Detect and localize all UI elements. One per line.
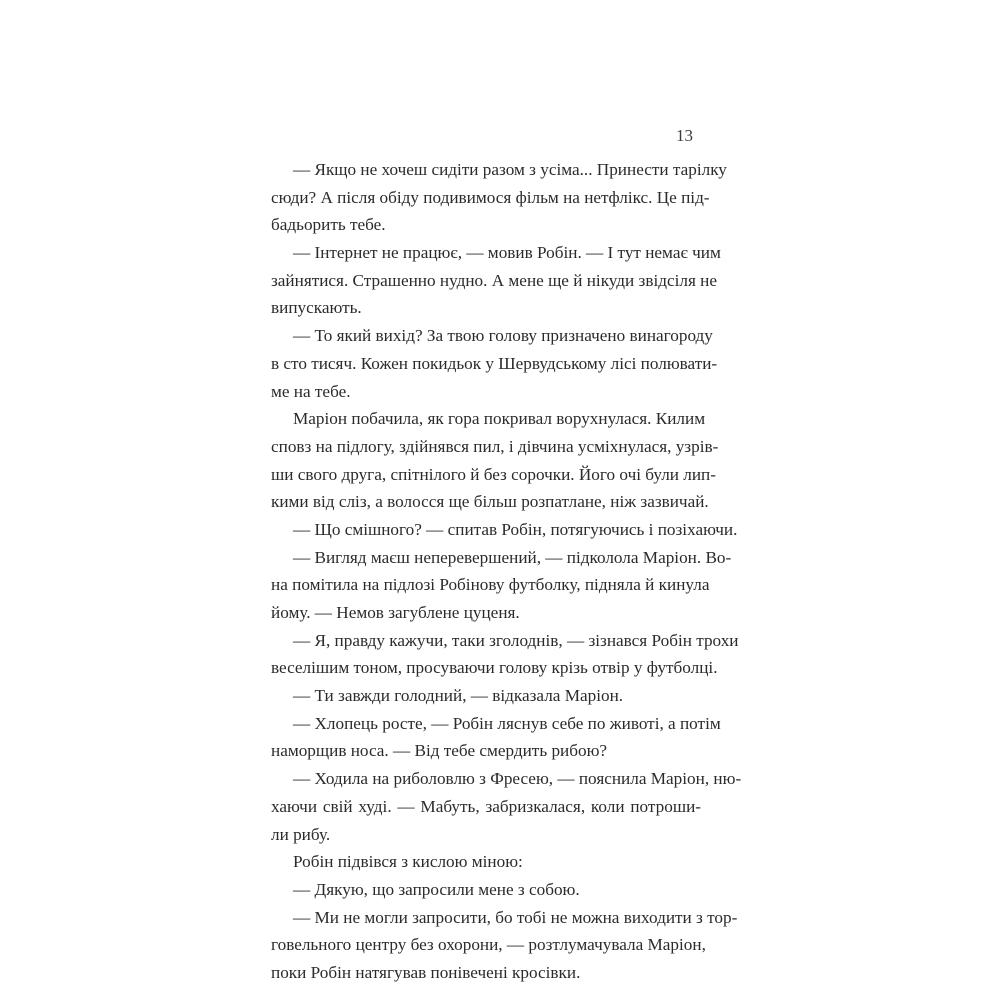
text-line: на помітила на підлозі Робінову футболку, підняла й кинула xyxy=(271,575,710,595)
body-text xyxy=(271,156,742,987)
text-line: Робін підвівся з кислою міною: xyxy=(293,852,523,872)
text-line: — Хлопець росте, — Робін ляснув себе по животі, а потім xyxy=(293,713,721,733)
text-line: — Ходила на риболовлю з Фресею, — пояснила Маріон, ню- xyxy=(293,769,742,789)
text-line: — Я, правду кажучи, таки зголоднів, — зізнався Робін трохи xyxy=(293,630,739,650)
text-line: — Інтернет не працює, — мовив Робін. — І тут немає чим xyxy=(293,243,721,263)
text-line: — То який вихід? За твою голову призначено винагороду xyxy=(293,326,713,346)
page-number: 13 xyxy=(676,126,693,145)
text-line: зайнятися. Страшенно нудно. А мене ще й нікуди звідсіля не xyxy=(271,270,717,290)
text-line: — Якщо не хочеш сидіти разом з усіма... Принести тарілку xyxy=(293,160,727,179)
text-line: — Вигляд маєш неперевершений, — підколола Маріон. Во- xyxy=(293,547,732,567)
text-line: — Ми не могли запросити, бо тобі не можна виходити з тор- xyxy=(293,907,738,927)
text-line: випускають. xyxy=(271,298,362,318)
text-line: — Дякую, що запросили мене з собою. xyxy=(293,879,580,899)
text-line: — Що смішного? — спитав Робін, потягуючись і позіхаючи. xyxy=(293,519,738,539)
text-line: кими від сліз, а волосся ще більш розпатлане, ніж зазвичай. xyxy=(271,492,709,512)
text-line: сюди? А після обіду подивимося фільм на нетфлікс. Це під- xyxy=(271,187,710,207)
text-line: Маріон побачила, як гора покривал ворухнулася. Килим xyxy=(293,409,706,429)
text-line: веселішим тоном, просуваючи голову крізь отвір у футболці. xyxy=(271,658,718,678)
text-line: ме на тебе. xyxy=(271,381,351,401)
text-line: говельного центру без охорони, — розтлумачувала Маріон, xyxy=(271,935,706,955)
text-line: ши свого друга, спітнілого й без сорочки. Його очі були лип- xyxy=(271,464,716,484)
text-line: ли рибу. xyxy=(271,824,331,844)
text-line: сповз на підлогу, здійнявся пил, і дівчина усміхнулася, узрів- xyxy=(271,436,719,456)
text-line: поки Робін натягував понівечені кросівки. xyxy=(271,962,581,982)
text-line: в сто тисяч. Кожен покидьок у Шервудському лісі полювати- xyxy=(271,353,718,373)
text-line: — Ти завжди голодний, — відказала Маріон. xyxy=(293,686,624,706)
text-line: хаючи свій худі. — Мабуть, забризкалася, коли потроши- xyxy=(271,796,701,816)
text-line: йому. — Немов загублене цуценя. xyxy=(271,603,520,622)
text-line: наморщив носа. — Від тебе смердить рибою? xyxy=(271,741,608,761)
text-line: бадьорить тебе. xyxy=(271,215,386,235)
